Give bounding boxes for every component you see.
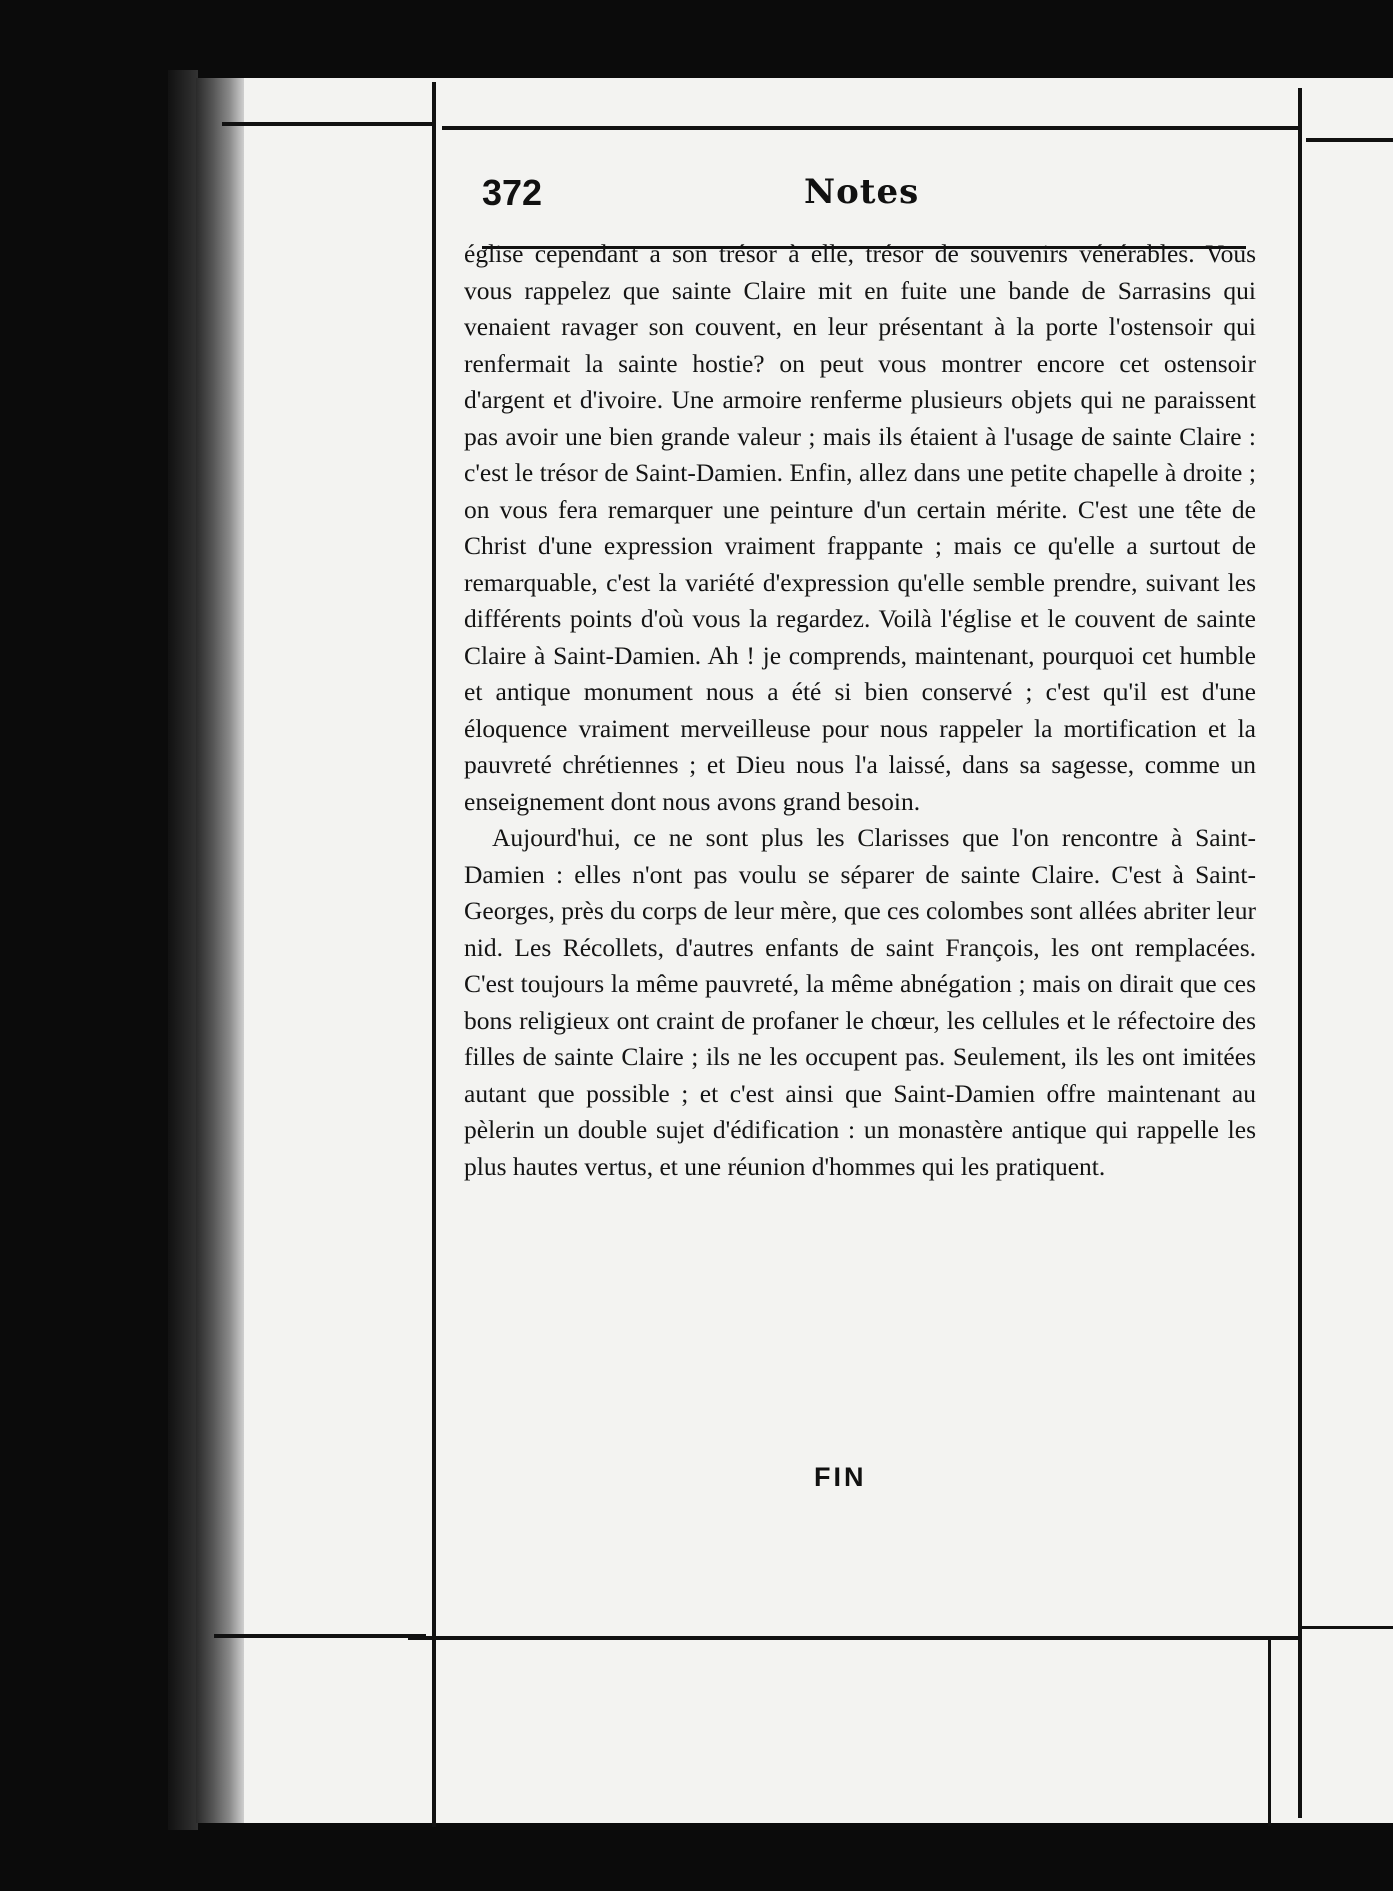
paragraph-1: église cependant a son trésor à elle, trésor de souvenirs vénérables. Vous vous rappelez que sainte Claire mit en fuite une bande de Sarrasins qui venaient ravager son couvent, en leur présentant à la porte l'ostensoir qui renfermait la sainte hostie? on peut vous montrer encore cet ostensoir d'argent et d'ivoire. Une armoire renferme plusieurs objets qui ne paraissent pas avoir une bien grande valeur ; mais ils étaient à l'usage de sainte Claire : c'est le trésor de Saint-Damien. Enfin, allez dans une petite chapelle à droite ; on vous fera remarquer une peinture d'un certain mérite. C'est une tête de Christ d'une expression vraiment frappante ; mais ce qu'elle a surtout de remarquable, c'est la variété d'expression qu'elle semble prendre, suivant les différents points d'où vous la regardez. Voilà l'église et le couvent de sainte Claire à Saint-Damien. Ah ! je comprends, maintenant, pourquoi cet humble et antique monument nous a été si bien conservé ; c'est qu'il est d'une éloquence vraiment merveilleuse pour nous rappeler la mortification et la pauvreté chrétiennes ; et Dieu nous l'a laissé, dans sa sagesse, comme un enseignement dont nous avons grand besoin.	[464, 239, 1256, 816]
frame-right-border	[1298, 88, 1302, 1818]
frame-bottom-rule-main	[408, 1636, 1300, 1640]
frame-top-rule-main	[442, 126, 1300, 130]
end-mark: FIN	[814, 1462, 867, 1492]
frame-bottom-rule-right	[1302, 1626, 1393, 1629]
paragraph-2: Aujourd'hui, ce ne sont plus les Clarisses que l'on rencontre à Saint-Damien : elles n'ont pas voulu se séparer de sainte Claire. C'est à Saint-Georges, près du corps de leur mère, que ces colombes sont allées abriter leur nid. Les Récollets, d'autres enfants de saint François, les ont remplacées. C'est toujours la même pauvreté, la même abnégation ; mais on dirait que ces bons religieux ont craint de profaner le chœur, les cellules et le réfectoire des filles de sainte Claire ; ils ne les occupent pas. Seulement, ils les ont imitées autant que possible ; et c'est ainsi que Saint-Damien offre maintenant au pèlerin un double sujet d'édification : un monastère antique qui rappelle les plus hautes vertus, et une réunion d'hommes qui les pratiquent.	[464, 823, 1256, 1181]
frame-bottom-rule-left	[214, 1634, 426, 1638]
frame-right-outer	[1268, 1636, 1271, 1826]
frame-top-rule-right	[1306, 138, 1393, 142]
film-gutter	[168, 70, 198, 1830]
frame-left-border	[432, 82, 436, 1827]
frame-top-rule-left	[222, 122, 432, 126]
page-header	[464, 172, 1256, 232]
page-number: 372	[482, 172, 543, 213]
binding-shadow	[196, 78, 244, 1823]
body-text	[464, 236, 1256, 1185]
running-head: Notes	[804, 172, 920, 212]
document-page	[464, 152, 1256, 1522]
